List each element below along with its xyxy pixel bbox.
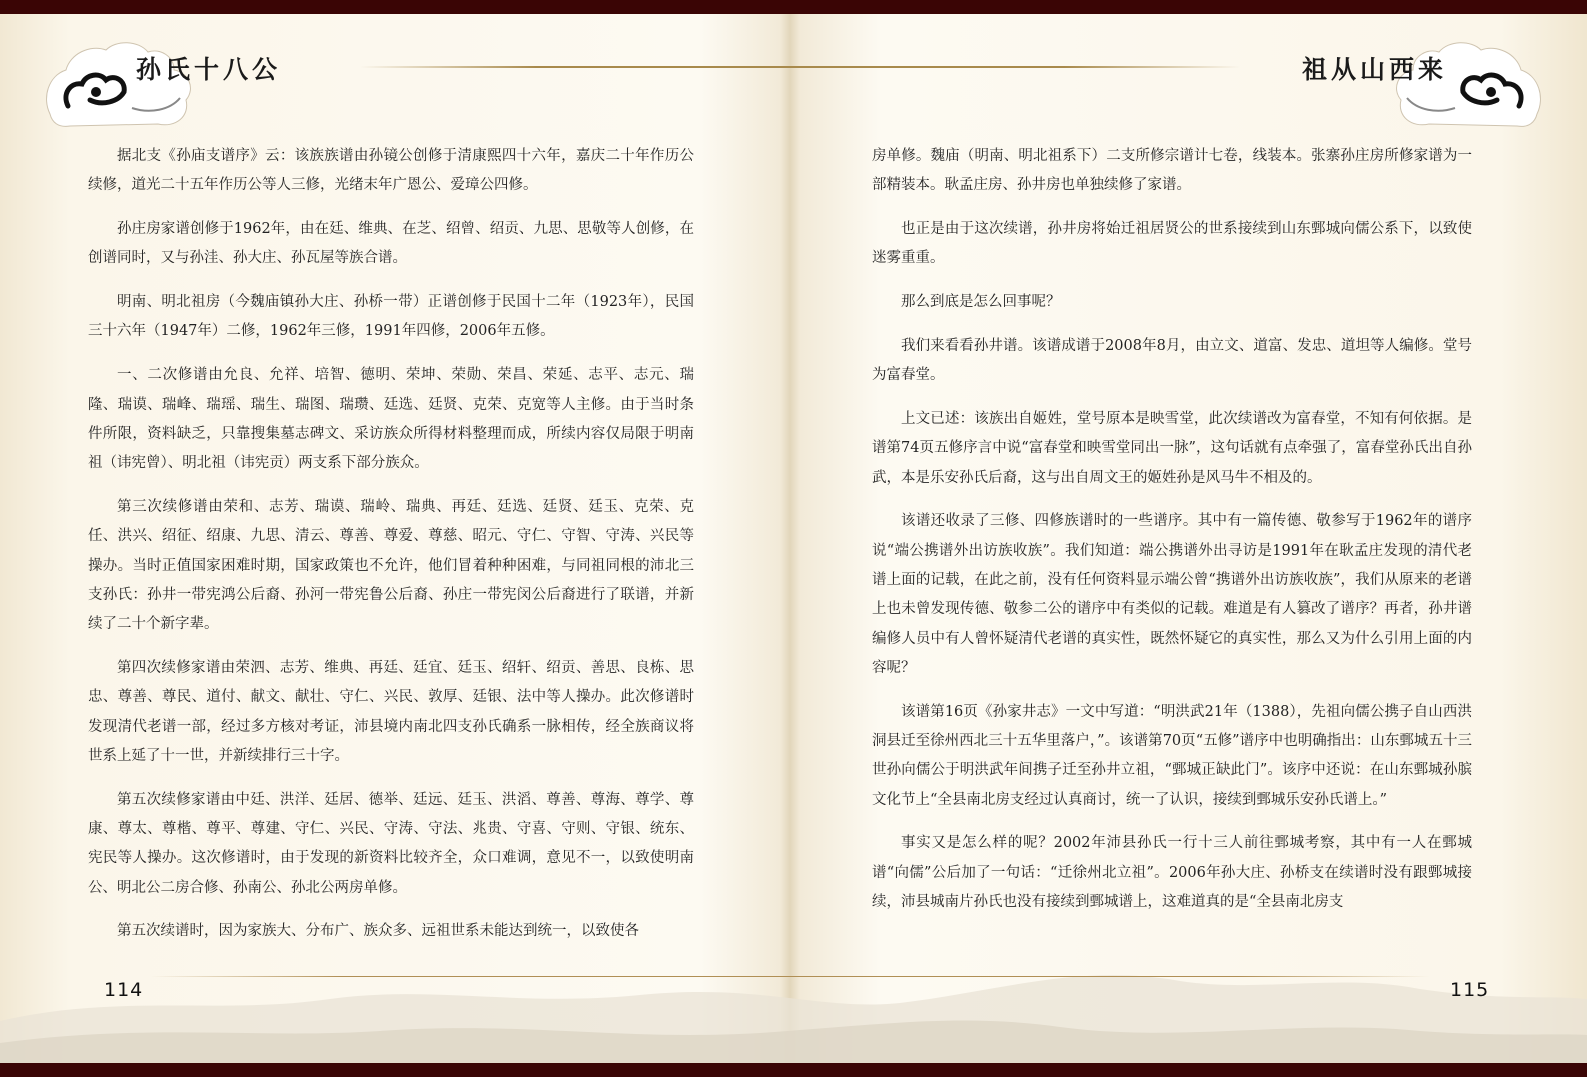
left-paragraph: 第五次续谱时，因为家族大、分布广、族众多、远祖世系未能达到统一，以致使各: [117, 923, 639, 940]
right-page-number: 115: [1450, 979, 1490, 1001]
left-paragraph: 第三次续修谱由荣和、志芳、瑞谟、瑞岭、瑞典、再廷、廷选、廷贤、廷玉、克荣、克任、洪兴、绍征、绍康、九思、清云、尊善、尊爱、尊慈、昭元、守仁、守智、守涛、兴民等操办。当时正值国家困难时期，国家政策也不允许，他们冒着种种困难，与同祖同根的沛北三支孙氏：孙井一带宪鸿公后裔、孙河一带宪鲁公后裔、孙庄一带宪闵公后裔进行了联谱，并新续了二十个新字辈。: [88, 498, 694, 633]
right-paragraph: 上文已述：该族出自姬姓，堂号原本是映雪堂，此次续谱改为富春堂，不知有何依据。是谱第74页五修序言中说“富春堂和映雪堂同出一脉”，这句话就有点牵强了，富春堂孙氏出自孙武，本是乐安孙氏后裔，这与出自周文王的姬姓孙是风马牛不相及的。: [872, 411, 1472, 486]
left-page-body: [88, 142, 694, 961]
book-spread: [0, 14, 1587, 1063]
right-paragraph: 我们来看看孙井谱。该谱成谱于2008年8月，由立文、道富、发忠、道坦等人编修。堂号为富春堂。: [872, 337, 1472, 384]
right-paragraph: 房单修。魏庙（明南、明北祖系下）二支所修宗谱计七卷，线装本。张寨孙庄房所修家谱为一部精装本。耿孟庄房、孙井房也单独续修了家谱。: [872, 148, 1472, 194]
left-paragraph: 第四次续修家谱由荣泗、志芳、维典、再廷、廷宜、廷玉、绍轩、绍贡、善思、良栋、思忠、尊善、尊民、道付、献文、献壮、守仁、兴民、敦厚、廷银、法中等人操办。此次修谱时发现清代老谱一部，经过多方核对考证，沛县境内南北四支孙氏确系一脉相传，经全族商议将世系上延了十一世，并新续排行三十字。: [88, 659, 694, 764]
left-paragraph: 第五次续修家谱由中廷、洪洋、廷居、德举、廷远、廷玉、洪滔、尊善、尊海、尊学、尊康、尊太、尊楷、尊平、尊建、守仁、兴民、守涛、守法、兆贵、守喜、守则、守银、统东、宪民等人操办。这次修谱时，由于发现的新资料比较齐全，众口难调，意见不一，以致使明南公、明北公二房合修、孙南公、孙北公两房单修。: [88, 791, 694, 896]
bottom-frame-bar: [0, 1063, 1587, 1077]
left-paragraph: 孙庄房家谱创修于1962年，由在廷、维典、在芝、绍曾、绍贡、九思、思敬等人创修，在创谱同时，又与孙洼、孙大庄、孙瓦屋等族合谱。: [88, 221, 694, 267]
left-page-number: 114: [104, 979, 144, 1001]
footer-rule: [150, 976, 1430, 977]
header-rule: [360, 66, 1240, 68]
left-paragraph: 明南、明北祖房（今魏庙镇孙大庄、孙桥一带）正谱创修于民国十二年（1923年），民国三十六年（1947年）二修，1962年三修，1991年四修，2006年五修。: [88, 294, 694, 340]
right-paragraph: 事实又是怎么样的呢？2002年沛县孙氏一行十三人前往鄄城考察，其中有一人在鄄城谱“向儒”公后加了一句话：“迁徐州北立祖”。2006年孙大庄、孙桥支在续谱时没有跟鄄城接续，沛县城南片孙氏也没有接续到鄄城谱上，这难道真的是“全县南北房支: [872, 835, 1472, 911]
right-paragraph: 该谱第16页《孙家井志》一文中写道：“明洪武21年（1388），先祖向儒公携子自山西洪洞县迁至徐州西北三十五华里落户，”。该谱第70页“五修”谱序中也明确指出：山东鄄城五十三世孙向儒公于明洪武年间携子迁至孙井立祖，“鄄城正缺此门”。该序中还说：在山东鄄城孙膑文化节上“全县南北房支经过认真商讨，统一了认识，接续到鄄城乐安孙氏谱上。”: [872, 703, 1472, 808]
right-page-body: [872, 142, 1472, 932]
top-frame-bar: [0, 0, 1587, 14]
left-paragraph: 据北支《孙庙支谱序》云：该族族谱由孙镜公创修于清康熙四十六年，嘉庆二十年作历公续修，道光二十五年作历公等人三修，光绪末年广恩公、爱璋公四修。: [88, 148, 694, 194]
left-header-title: 孙氏十八公: [136, 55, 282, 84]
right-paragraph: 也正是由于这次续谱，孙井房将始迁祖居贤公的世系接续到山东鄄城向儒公系下，以致使迷雾重重。: [872, 221, 1472, 267]
right-header-title: 祖从山西来: [1301, 55, 1447, 84]
right-paragraph: 那么到底是怎么回事呢？: [901, 294, 1061, 311]
right-paragraph: 该谱还收录了三修、四修族谱时的一些谱序。其中有一篇传德、敬参写于1962年的谱序说“端公携谱外出访族收族”。我们知道：端公携谱外出寻访是1991年在耿孟庄发现的清代老谱上面的记载，在此之前，没有任何资料显示端公曾“携谱外出访族收族”，我们从原来的老谱上也未曾发现传德、敬参二公的谱序中有类似的记载。难道是有人篡改了谱序？再者，孙井谱编修人员中有人曾怀疑清代老谱的真实性，既然怀疑它的真实性，那么又为什么引用上面的内容呢？: [872, 513, 1472, 676]
left-paragraph: 一、二次修谱由允良、允祥、培智、德明、荣坤、荣勋、荣昌、荣延、志平、志元、瑞隆、瑞谟、瑞峰、瑞瑶、瑞生、瑞图、瑞瓒、廷选、廷贤、克荣、克宽等人主修。由于当时条件所限，资料缺乏，只靠搜集墓志碑文、采访族众所得材料整理而成，所续内容仅局限于明南祖（讳宪曾）、明北祖（讳宪贡）两支系下部分族众。: [88, 367, 694, 472]
